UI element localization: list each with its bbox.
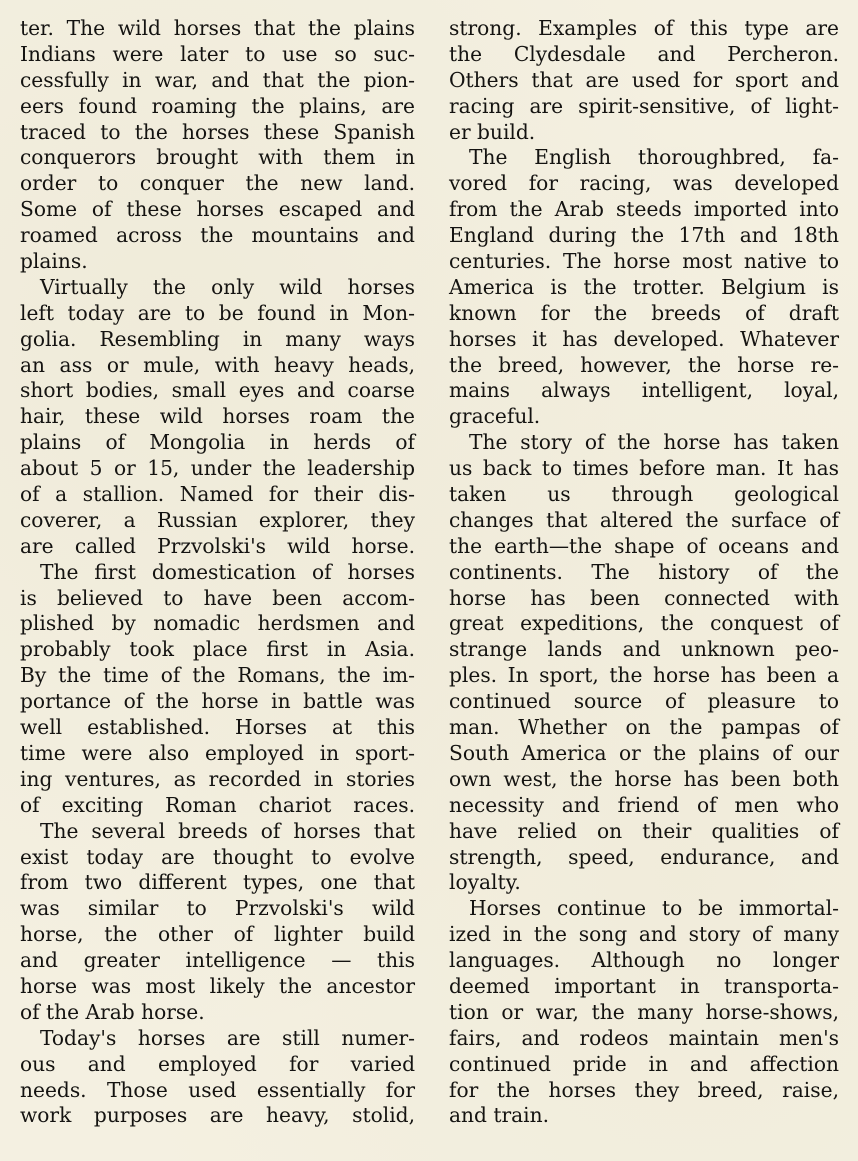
text-line: order to conquer the new land. [20,171,415,196]
text-line: roamed across the mountains and [20,223,415,248]
text-line: ized in the song and story of many [449,922,839,947]
text-line: loyalty. [449,870,521,895]
text-line: graceful. [449,404,541,429]
text-line: great expeditions, the conquest of [449,611,839,636]
text-line: taken us through geological [449,482,839,507]
text-line: Some of these horses escaped and [20,197,415,222]
text-line: the Clydesdale and Percheron. [449,41,839,66]
text-line: horse was most likely the ancestor [20,973,415,998]
text-line: plished by nomadic herdsmen and [20,611,415,636]
text-line: cessfully in war, and that the pion- [20,67,415,92]
text-line: fairs, and rodeos maintain men's [449,1025,839,1050]
text-line: continued source of pleasure to [449,689,839,714]
text-line: time were also employed in sport- [20,740,415,765]
text-line: us back to times before man. It has [449,456,839,481]
text-line: for the horses they breed, raise, [449,1077,839,1102]
text-line: horse, the other of lighter build [20,922,415,947]
text-line: plains. [20,249,88,274]
text-line: man. Whether on the pampas of [449,715,839,740]
text-line: South America or the plains of our [449,740,839,765]
paragraph-start-line: The first domestication of horses [40,559,415,584]
text-line: golia. Resembling in many ways [20,326,415,351]
paragraph-start-line: Horses continue to be immortal- [469,896,839,921]
text-line: well established. Horses at this [20,715,415,740]
text-line: work purposes are heavy, stolid, [20,1103,415,1128]
text-line: hair, these wild horses roam the [20,404,415,429]
text-line: Indians were later to use so suc- [20,41,415,66]
text-line: short bodies, small eyes and coarse [20,378,415,403]
text-line: strong. Examples of this type are [449,16,839,40]
text-line: needs. Those used essentially for [20,1077,415,1102]
text-line: was similar to Przvolski's wild [20,896,415,921]
text-line: ous and employed for varied [20,1051,415,1076]
left-column [20,16,415,1129]
text-line: continents. The history of the [449,559,839,584]
text-line: strength, speed, endurance, and [449,844,839,869]
text-line: are called Przvolski's wild horse. [20,533,415,558]
text-line: necessity and friend of men who [449,792,839,817]
text-line: racing are spirit-sensitive, of light- [449,93,839,118]
text-line: ples. In sport, the horse has been a [449,663,839,688]
text-line: plains of Mongolia in herds of [20,430,415,455]
right-column [449,16,839,1129]
text-line: the earth—the shape of oceans and [449,533,839,558]
text-line: horses it has developed. Whatever [449,326,839,351]
text-line: ing ventures, as recorded in stories [20,766,415,791]
text-line: is believed to have been accom- [20,585,415,610]
text-line: ter. The wild horses that the plains [20,16,415,40]
text-line: continued pride in and affection [449,1051,839,1076]
text-line: traced to the horses these Spanish [20,119,415,144]
text-line: America is the trotter. Belgium is [449,274,839,299]
paragraph-start-line: The English thoroughbred, fa- [469,145,839,170]
text-line: coverer, a Russian explorer, they [20,507,415,532]
text-line: horse has been connected with [449,585,839,610]
text-line: eers found roaming the plains, are [20,93,415,118]
text-line: from two different types, one that [20,870,415,895]
text-line: about 5 or 15, under the leadership [20,456,415,481]
text-line: languages. Although no longer [449,948,839,973]
text-line: England during the 17th and 18th [449,223,839,248]
text-line: mains always intelligent, loyal, [449,378,839,403]
text-line: and greater intelligence — this [20,948,415,973]
text-line: By the time of the Romans, the im- [20,663,415,688]
text-line: of exciting Roman chariot races. [20,792,415,817]
text-line: tion or war, the many horse-shows, [449,999,839,1024]
paragraph-start-line: The several breeds of horses that [40,818,415,843]
text-line: the breed, however, the horse re- [449,352,839,377]
text-line: portance of the horse in battle was [20,689,415,714]
text-line: deemed important in transporta- [449,973,839,998]
paragraph-start-line: Today's horses are still numer- [40,1025,415,1050]
text-line: changes that altered the surface of [449,507,839,532]
text-line: an ass or mule, with heavy heads, [20,352,415,377]
paragraph-start-line: Virtually the only wild horses [40,274,415,299]
text-line: vored for racing, was developed [449,171,839,196]
text-line: known for the breeds of draft [449,300,839,325]
text-line: conquerors brought with them in [20,145,415,170]
text-line: er build. [449,119,536,144]
text-line: and train. [449,1103,550,1128]
text-line: strange lands and unknown peo- [449,637,839,662]
text-line: exist today are thought to evolve [20,844,415,869]
text-line: own west, the horse has been both [449,766,839,791]
text-line: centuries. The horse most native to [449,249,839,274]
text-line: left today are to be found in Mon- [20,300,415,325]
paragraph-start-line: The story of the horse has taken [469,430,839,455]
text-line: Others that are used for sport and [449,67,839,92]
text-line: of a stallion. Named for their dis- [20,482,415,507]
text-line: from the Arab steeds imported into [449,197,839,222]
text-line: probably took place first in Asia. [20,637,415,662]
text-line: have relied on their qualities of [449,818,839,843]
text-line: of the Arab horse. [20,999,205,1024]
